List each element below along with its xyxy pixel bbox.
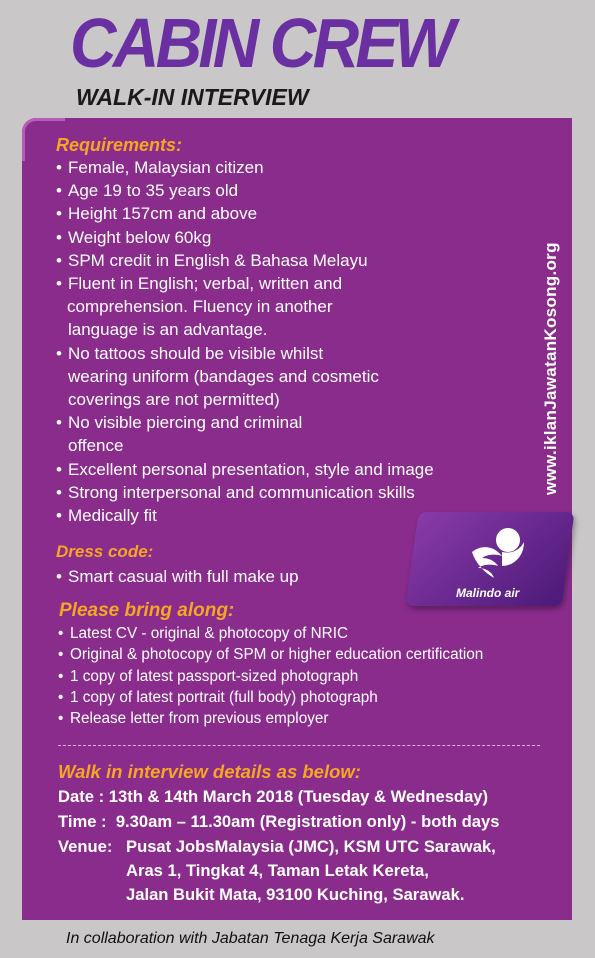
venue-label: Venue: [58,837,113,856]
venue-line: Jalan Bukit Mata, 93100 Kuching, Sarawak. [126,885,465,904]
list-item: • Strong interpersonal and communication skills [56,481,434,504]
list-item: • Original & photocopy of SPM or higher education certification [58,644,483,665]
date-value: 13th & 14th March 2018 (Tuesday & Wednesday) [108,787,489,806]
malindo-bird-icon [468,522,532,582]
list-item: • Smart casual with full make up [56,565,299,588]
time-value: 9.30am – 11.30am (Registration only) - both days [115,812,500,831]
list-item-continuation: coverings are not permitted) [68,390,280,410]
venue-line: Aras 1, Tingkat 4, Taman Letak Kereta, [126,861,429,880]
list-item: • Female, Malaysian citizen [56,156,434,179]
list-item: • Age 19 to 35 years old [56,179,434,202]
list-item: • 1 copy of latest passport-sized photograph [58,666,483,687]
date-label: Date : [58,787,105,806]
page-title: CABIN CREW [70,4,452,82]
dashed-divider [58,745,540,746]
dress-code-heading: Dress code: [56,542,154,561]
list-item: • Fluent in English; verbal, written and [56,272,434,295]
list-item: • 1 copy of latest portrait (full body) photograph [58,687,483,708]
list-item: • No tattoos should be visible whilst [56,342,434,365]
list-item-continuation: offence [68,436,124,456]
page-subtitle: WALK-IN INTERVIEW [76,84,309,110]
list-item: • Medically fit [56,504,434,527]
time-label: Time : [58,812,107,831]
dress-code-list [56,565,299,588]
bring-along-heading: Please bring along: [59,600,235,621]
list-item-continuation: comprehension. Fluency in another [67,297,333,317]
venue-line: Pusat JobsMalaysia (JMC), KSM UTC Sarawak, [126,837,496,856]
list-item-continuation: language is an advantage. [68,320,268,340]
list-item: • No visible piercing and criminal [56,411,434,434]
interview-time [58,810,570,835]
list-item: • Latest CV - original & photocopy of NRIC [58,623,483,644]
interview-heading: Walk in interview details as below: [58,761,361,782]
list-item: • Excellent personal presentation, style and image [56,458,434,481]
airline-logo-text: Malindo air [456,586,520,600]
requirements-list [56,156,434,527]
list-item: • Release letter from previous employer [58,708,483,729]
requirements-heading: Requirements: [56,135,183,155]
list-item: • Height 157cm and above [56,202,434,225]
website-watermark: www.iklanJawatanKosong.org [541,242,560,495]
list-item: • Weight below 60kg [56,226,434,249]
interview-date [58,785,488,810]
list-item: • SPM credit in English & Bahasa Melayu [56,249,434,272]
bring-along-list [58,623,483,729]
footer-note: In collaboration with Jabatan Tenaga Kerja Sarawak [66,930,435,947]
list-item-continuation: wearing uniform (bandages and cosmetic [68,366,379,386]
